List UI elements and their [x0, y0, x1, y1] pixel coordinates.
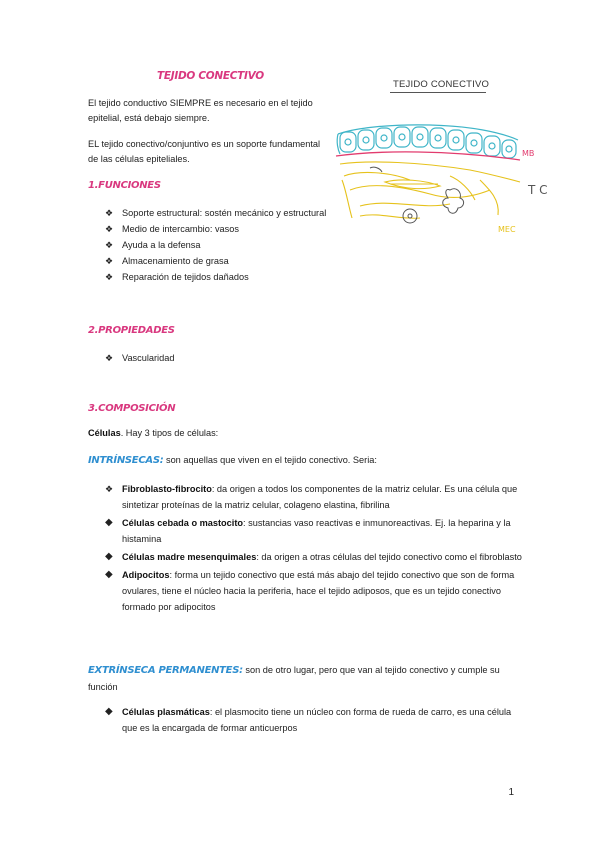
sketch-title: TEJIDO CONECTIVO	[393, 79, 490, 90]
intro-paragraph-1: El tejido conductivo SIEMPRE es necesario en el tejido epitelial, está debajo siempre.	[88, 98, 313, 123]
list-item: ❖ Fibroblasto-fibrocito: da origen a todos los componentes de la matriz celular. Es una célula que sintetizar proteínas de la matriz celular, colageno elastina, fibrilina	[105, 481, 527, 513]
diamond-bullet-icon: ❖	[105, 484, 114, 494]
list-item: ❖ Medio de intercambio: vasos	[105, 221, 332, 237]
heading-propiedades: 2.PROPIEDADES	[88, 325, 175, 336]
label-mb: MB	[522, 149, 535, 158]
celulas-line	[88, 428, 218, 438]
label-mec: MEC	[498, 225, 516, 234]
diamond-bullet-icon: ❖	[105, 353, 114, 363]
extrinseca-text: son de otro lugar, pero que van al tejido conectivo y cumple su función	[88, 665, 500, 692]
list-item: ◆ Adipocitos: forma un tejido conectivo que está más abajo del tejido conectivo que son de forma ovulares, tiene el núcleo hacia la periferia, hace el tejido adiposos, que es un tejido conectivo formado por adipocitos	[105, 569, 515, 612]
connective-tissue-sketch-icon	[330, 120, 560, 240]
list-item: ❖ Soporte estructural: sostén mecánico y estructural	[105, 205, 332, 221]
propiedades-list	[105, 350, 332, 366]
diamond-bullet-icon: ◆	[105, 569, 113, 580]
list-item: ◆ Células madre mesenquimales: da origen a otras células del tejido conectivo como el fibroblasto	[105, 549, 527, 565]
diamond-bullet-icon: ❖	[105, 272, 114, 282]
list-item: ◆ Células plasmáticas: el plasmocito tiene un núcleo con forma de rueda de carro, es una célula que es la encargada de formar anticuerpos	[105, 706, 512, 733]
celulas-label: Células	[88, 428, 121, 438]
intrinsecas-text: son aquellas que viven en el tejido conectivo. Seria:	[163, 455, 377, 465]
diamond-bullet-icon: ❖	[105, 224, 114, 234]
intrinsecas-label: INTRÍNSECAS:	[88, 455, 164, 466]
diamond-bullet-icon: ◆	[105, 551, 113, 562]
page-title: TEJIDO CONECTIVO	[157, 70, 264, 82]
celulas-text: . Hay 3 tipos de células:	[120, 428, 219, 438]
list-item: ◆ Células cebada o mastocito: sustancias vaso reactivas e inmunoreactivas. Ej. la heparina y la histamina	[105, 517, 511, 544]
sketch-underline	[390, 92, 486, 93]
funciones-list	[105, 205, 332, 285]
label-tc: T C	[528, 183, 548, 197]
list-item: ❖ Vascularidad	[105, 350, 332, 366]
diamond-bullet-icon: ❖	[105, 256, 114, 266]
diamond-bullet-icon: ❖	[105, 240, 114, 250]
heading-funciones: 1.FUNCIONES	[88, 180, 161, 191]
extrinseca-list	[105, 704, 527, 736]
list-item: ❖ Ayuda a la defensa	[105, 237, 332, 253]
list-item: ❖ Almacenamiento de grasa	[105, 253, 332, 269]
diamond-bullet-icon: ❖	[105, 208, 114, 218]
extrinseca-label: EXTRÍNSECA PERMANENTES:	[88, 665, 243, 676]
diamond-bullet-icon: ◆	[105, 706, 113, 717]
intrinsecas-line	[88, 455, 508, 466]
heading-composicion: 3.COMPOSICIÓN	[88, 403, 176, 414]
diamond-bullet-icon: ◆	[105, 517, 113, 528]
list-item: ❖ Reparación de tejidos dañados	[105, 269, 332, 285]
page-number: 1	[508, 787, 514, 798]
intro-paragraph-2: EL tejido conectivo/conjuntivo es un soporte fundamental de las células epiteliales.	[88, 139, 321, 164]
extrinseca-line	[88, 662, 518, 695]
intrinsecas-list	[105, 481, 527, 615]
